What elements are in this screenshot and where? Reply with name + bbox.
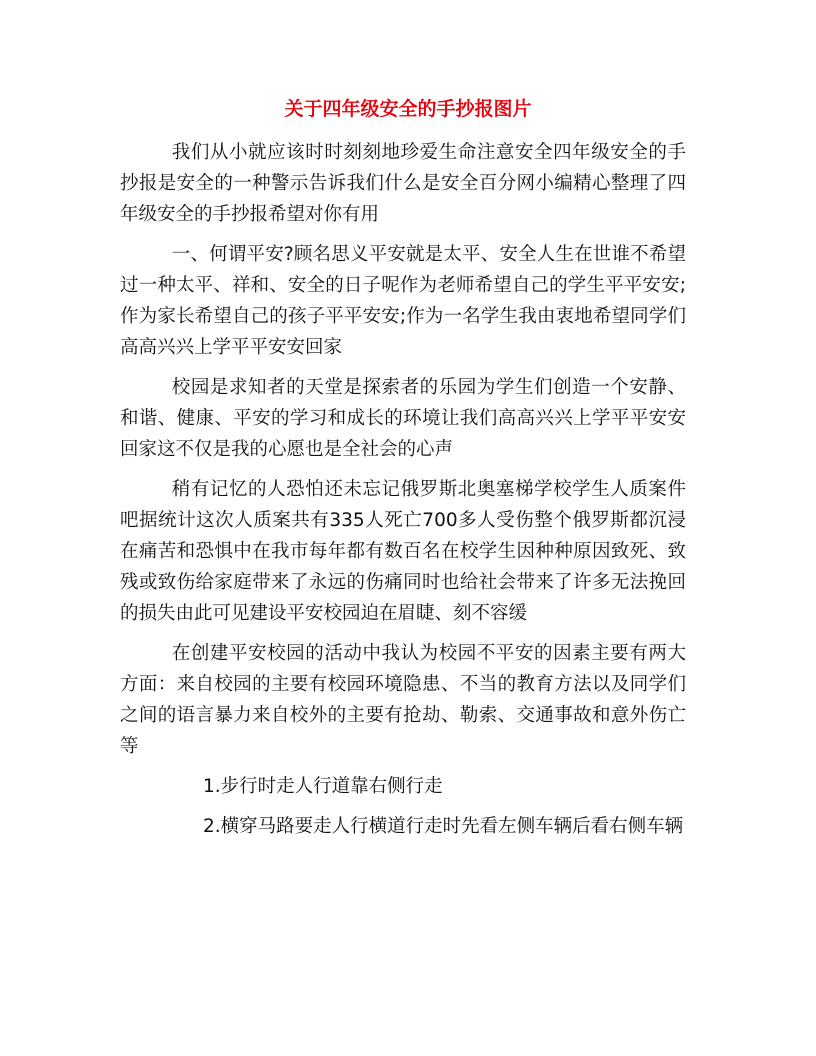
list-item-crossing: 2.横穿马路要走人行横道行走时先看左侧车辆后看右侧车辆 <box>203 816 684 837</box>
paragraph-intro: 我们从小就应该时时刻刻地珍爱生命注意安全四年级安全的手抄报是安全的一种警示告诉我们什么是安全百分网小编精心整理了四年级安全的手抄报希望对你有用 <box>120 142 686 225</box>
paragraph-hostage-case: 稍有记忆的人恐怕还未忘记俄罗斯北奥塞梯学校学生人质案件吧据统计这次人质案共有335人死亡700多人受伤整个俄罗斯都沉浸在痛苦和恐惧中在我市每年都有数百名在校学生因种种原因致死、致残或致伤给家庭带来了永远的伤痛同时也给社会带来了许多无法挽回的损失由此可见建设平安校园迫在眉睫、刻不容缓 <box>120 479 686 624</box>
document-title: 关于四年级安全的手抄报图片 <box>284 98 532 120</box>
paragraph-unsafe-factors: 在创建平安校园的活动中我认为校园不平安的因素主要有两大方面：来自校园的主要有校园环境隐患、不当的教育方法以及同学们之间的语言暴力来自校外的主要有抢劫、勒索、交通事故和意外伤亡等 <box>120 643 686 757</box>
document-body <box>120 137 686 851</box>
paragraph-campus: 校园是求知者的天堂是探索者的乐园为学生们创造一个安静、和谐、健康、平安的学习和成长的环境让我们高高兴兴上学平平安安回家这不仅是我的心愿也是全社会的心声 <box>120 377 686 460</box>
paragraph-what-is-safety: 一、何谓平安?顾名思义平安就是太平、安全人生在世谁不希望过一种太平、祥和、安全的日子呢作为老师希望自己的学生平平安安;作为家长希望自己的孩子平平安安;作为一名学生我由衷地希望同学们高高兴兴上学平平安安回家 <box>120 244 686 358</box>
list-item-walking: 1.步行时走人行道靠右侧行走 <box>203 776 443 797</box>
